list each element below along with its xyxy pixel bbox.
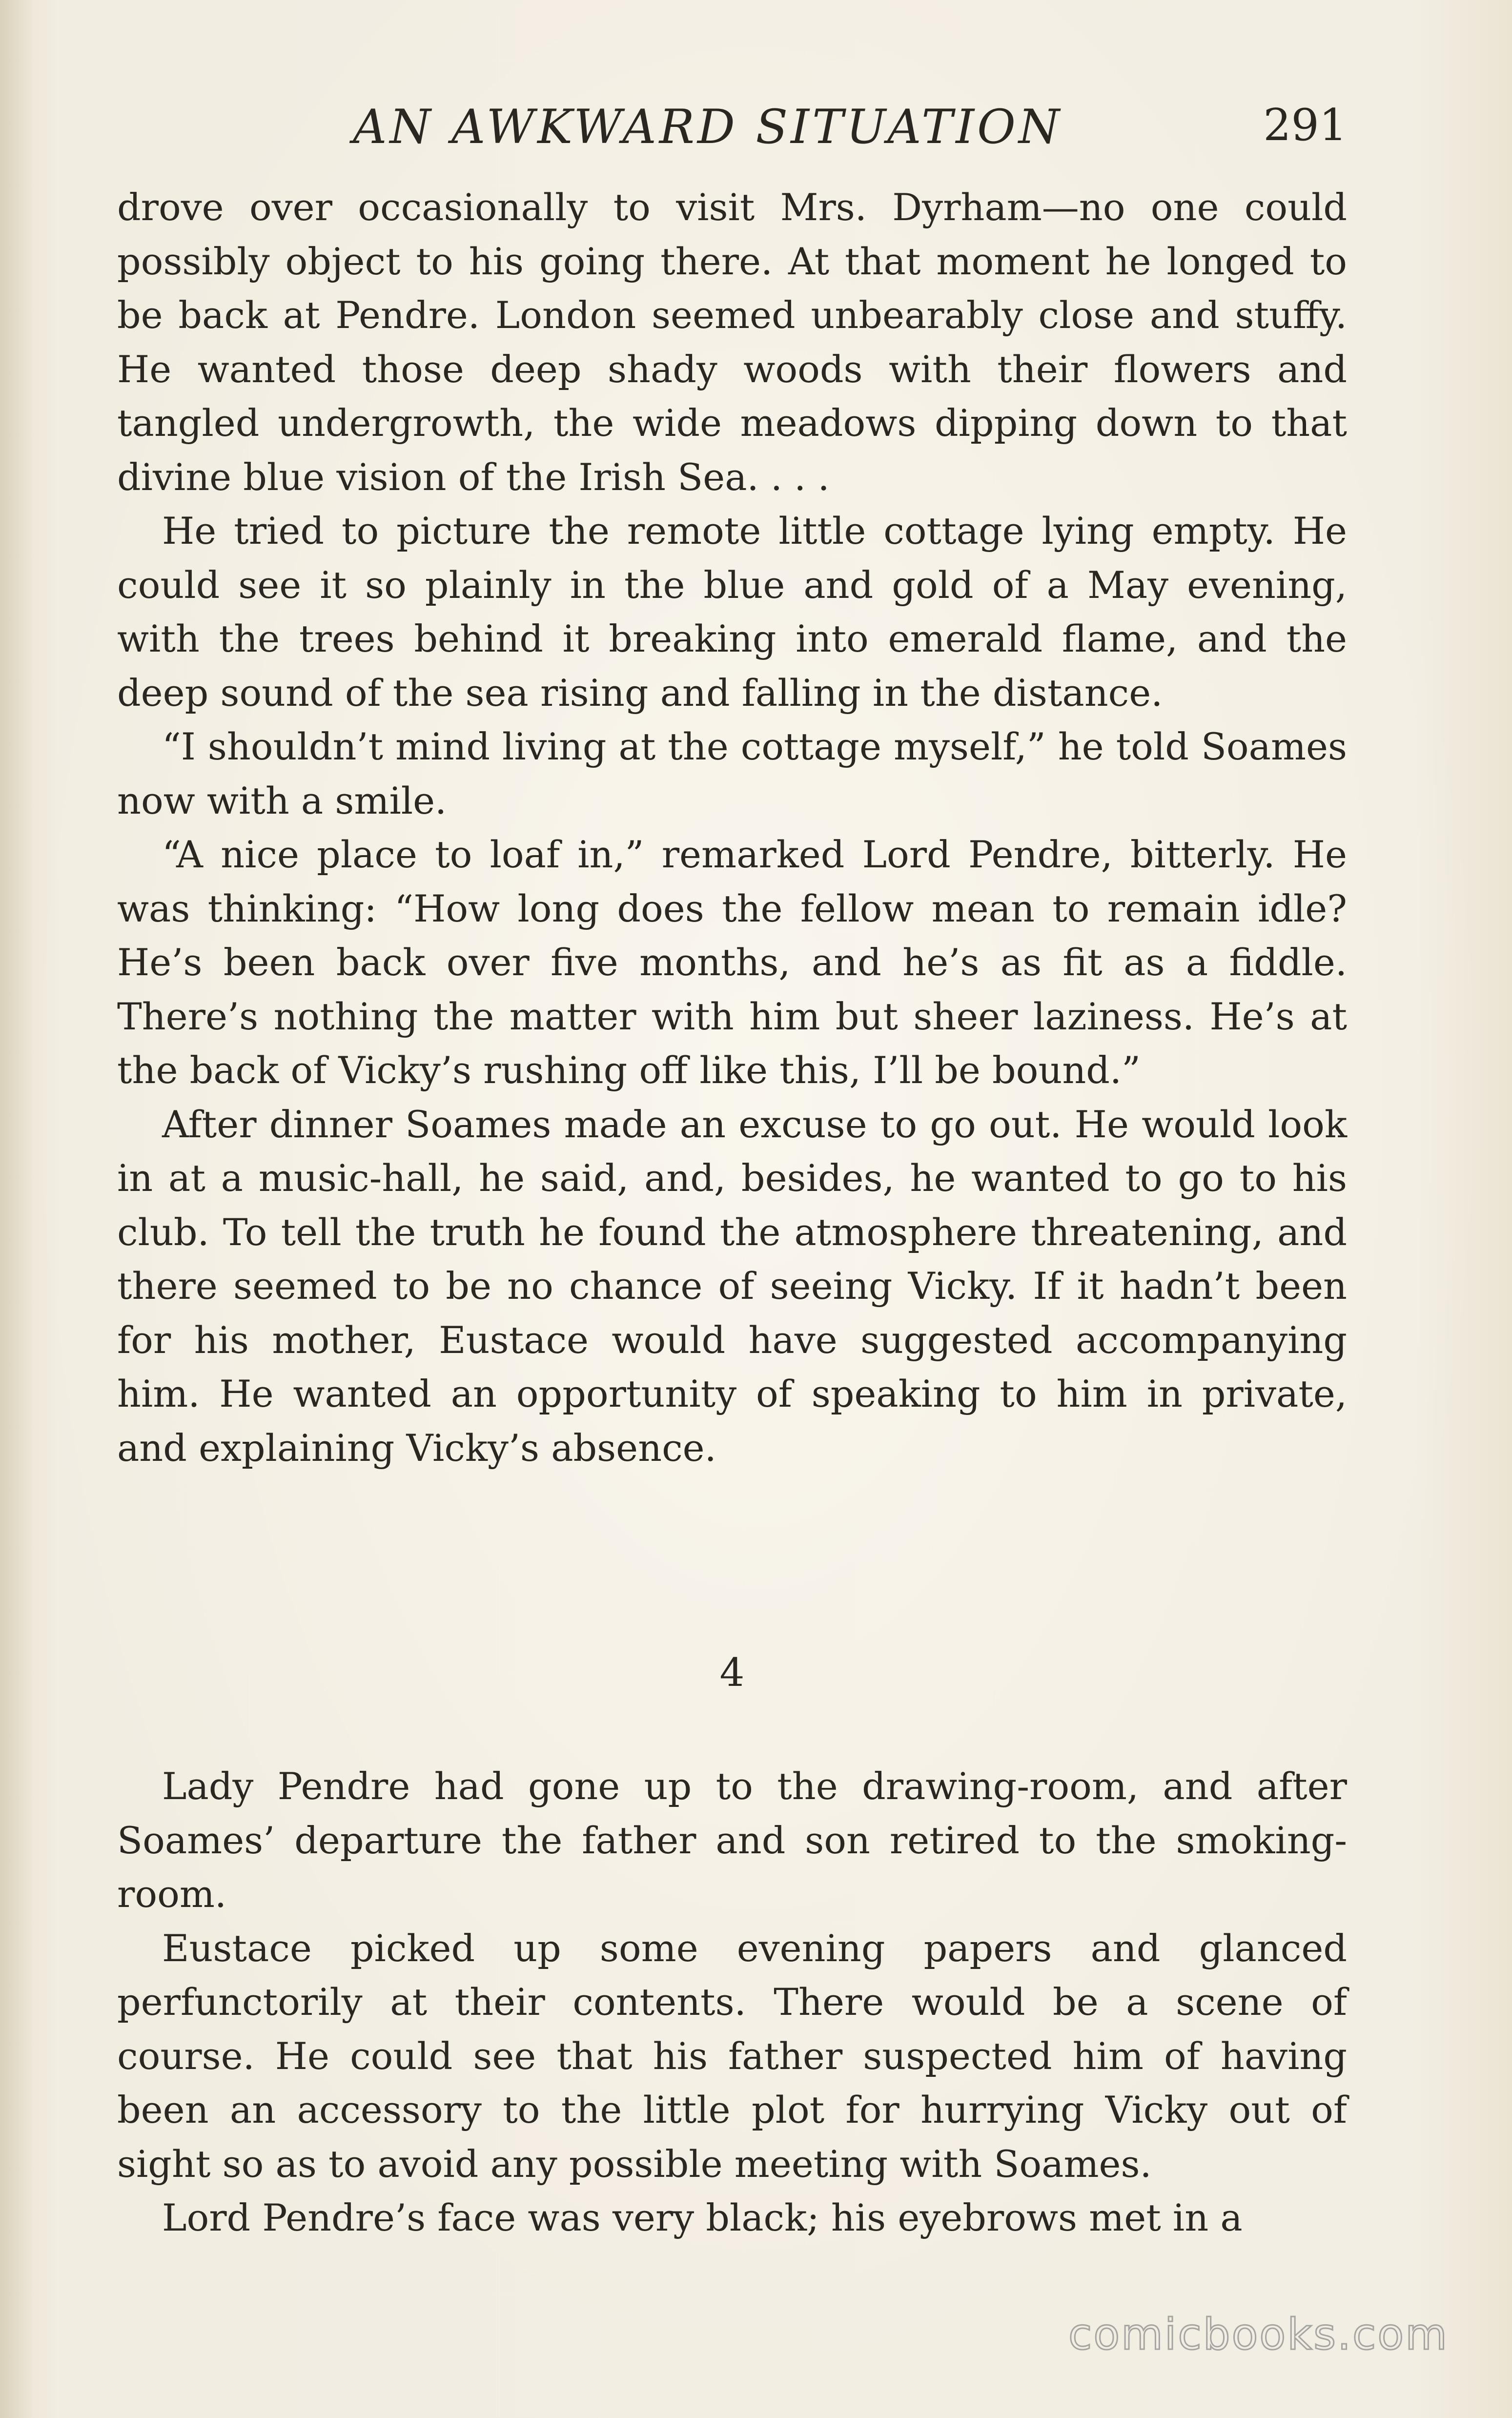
body-text-bottom (117, 1760, 1347, 2245)
paragraph: “I shouldn’t mind living at the cottage myself,” he told Soames now with a smile. (117, 725, 1347, 822)
paragraph: Lady Pendre had gone up to the drawing-room, and after Soames’ departure the father and son retired to the smoking-room. (117, 1764, 1347, 1916)
section-number: 4 (719, 1650, 745, 1695)
paragraph: “A nice place to loaf in,” remarked Lord Pendre, bitterly. He was thinking: “How long does the fellow mean to remain idle? He’s been back over five months, and he’s as fit as a fiddle. There’s nothing the matter with him but sheer laziness. He’s at the back of Vicky’s rushing off like this, I’ll be bound.” (117, 833, 1347, 1092)
paragraph: After dinner Soames made an excuse to go out. He would look in at a music-hall, he said, and, besides, he wanted to go to his club. To tell the truth he found the atmosphere threatening, and there seemed to be no chance of seeing Vicky. If it hadn’t been for his mother, Eustace would have suggested accompanying him. He wanted an opportunity of speaking to him in private, and explaining Vicky’s absence. (117, 1102, 1347, 1470)
paragraph: Eustace picked up some evening papers and glanced perfunctorily at their contents. There would be a scene of course. He could see that his father suspected him of having been an accessory to the little plot for hurrying Vicky out of sight so as to avoid any possible meeting with Soames. (117, 1926, 1347, 2186)
spine-shadow (0, 0, 34, 2418)
watermark: comicbooks.com (1068, 2309, 1449, 2359)
paragraph: He tried to picture the remote little cottage lying empty. He could see it so plainly in the blue and gold of a May evening, with the trees behind it breaking into emerald flame, and the deep sound of the sea rising and falling in the distance. (117, 509, 1347, 715)
body-text-top (117, 181, 1347, 1475)
running-head: AN AWKWARD SITUATION (353, 100, 1062, 154)
page-header (117, 93, 1347, 161)
paragraph: drove over occasionally to visit Mrs. Dyrham—no one could possibly object to his going there. At that moment he longed to be back at Pendre. London seemed unbearably close and stuffy. He wanted those deep shady woods with their flowers and tangled undergrowth, the wide meadows dipping down to that divine blue vision of the Irish Sea. . . . (117, 185, 1347, 499)
paragraph: Lord Pendre’s face was very black; his eyebrows met in a (162, 2196, 1243, 2239)
page-number: 291 (1263, 100, 1347, 151)
